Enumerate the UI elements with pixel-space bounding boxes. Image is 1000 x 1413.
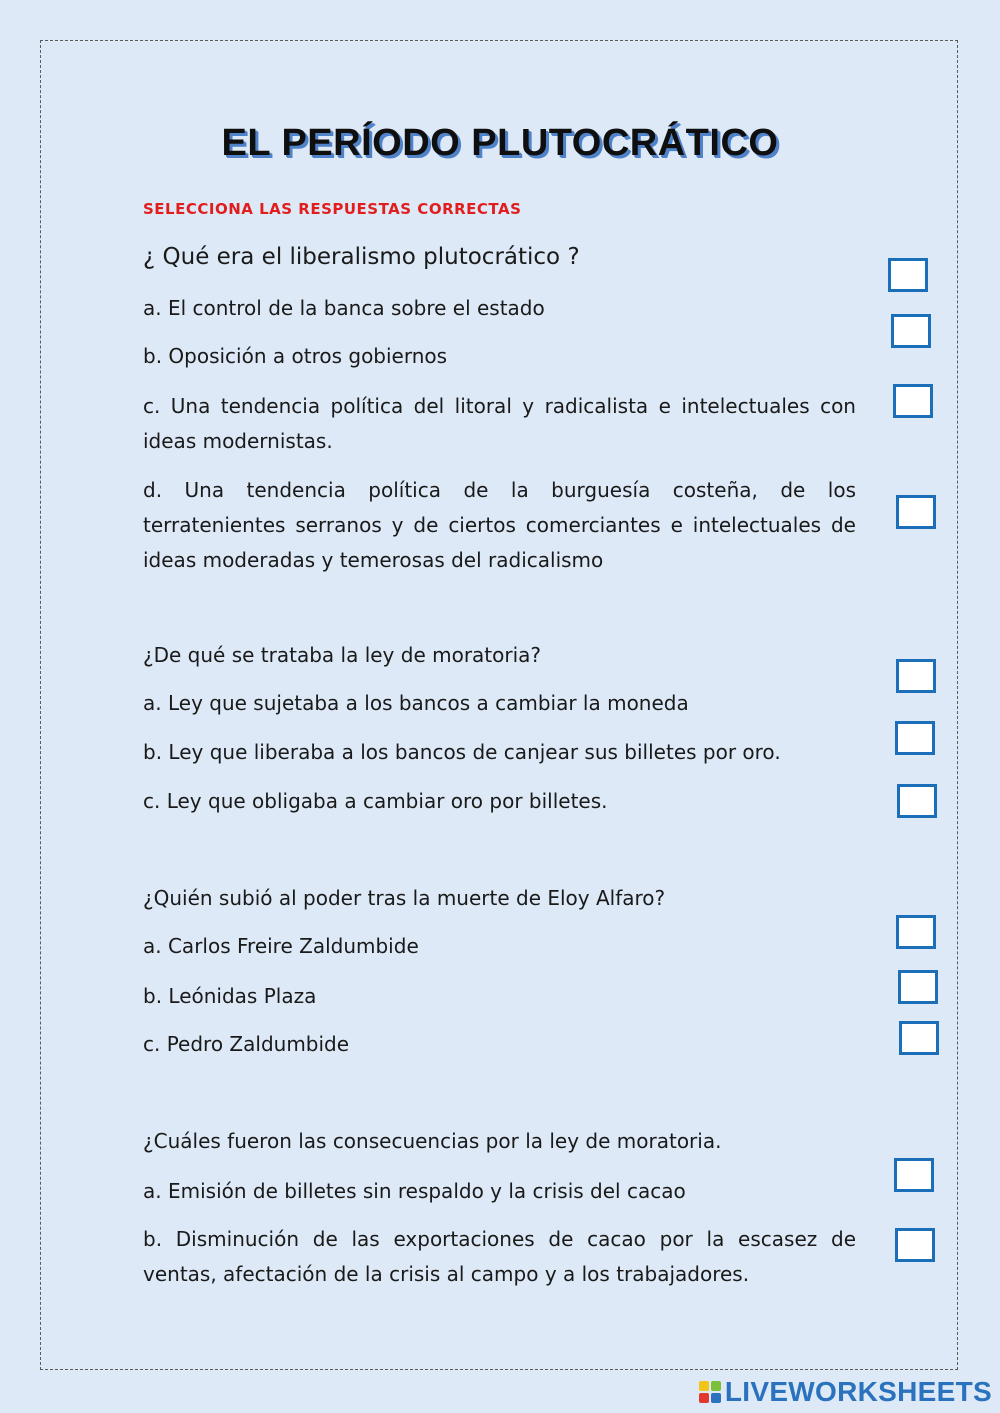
- answer-checkbox[interactable]: [888, 258, 928, 292]
- q3-option-c: c. Pedro Zaldumbide: [143, 1032, 350, 1056]
- q1-option-d: d. Una tendencia política de la burguesía costeña, de los terratenientes serranos y de ciertos comerciantes e intelectuales de ideas moderadas y temerosas del radicalismo: [143, 478, 856, 572]
- brand-name: LIVEWORKSHEETS: [724, 1376, 992, 1407]
- q2-option-c: c. Ley que obligaba a cambiar oro por billetes.: [143, 789, 608, 813]
- q3-option-b: b. Leónidas Plaza: [143, 984, 317, 1008]
- instruction-text: SELECCIONA LAS RESPUESTAS CORRECTAS: [143, 200, 522, 218]
- q1-d-checkbox[interactable]: [896, 495, 936, 529]
- q4-a-checkbox[interactable]: [894, 1158, 934, 1192]
- question-2: ¿De qué se trataba la ley de moratoria?: [143, 643, 542, 667]
- q1-option-a: a. El control de la banca sobre el estado: [143, 296, 545, 320]
- q4-b-checkbox[interactable]: [895, 1228, 935, 1262]
- q3-option-a: a. Carlos Freire Zaldumbide: [143, 934, 419, 958]
- q2-option-a: a. Ley que sujetaba a los bancos a cambiar la moneda: [143, 691, 689, 715]
- q1-b-checkbox[interactable]: [893, 384, 933, 418]
- q1-option-c: c. Una tendencia política del litoral y radicalista e intelectuales con ideas modernistas.: [143, 394, 856, 453]
- q4-option-b: b. Disminución de las exportaciones de cacao por la escasez de ventas, afectación de la crisis al campo y a los trabajadores.: [143, 1227, 856, 1286]
- q1-option-b: b. Oposición a otros gobiernos: [143, 344, 448, 368]
- q3-c-checkbox[interactable]: [899, 1021, 939, 1055]
- q4-option-a: a. Emisión de billetes sin respaldo y la crisis del cacao: [143, 1179, 686, 1203]
- page-title: EL PERÍODO PLUTOCRÁTICO: [221, 122, 779, 164]
- q2-c-checkbox[interactable]: [897, 784, 937, 818]
- liveworksheets-logo: [699, 1376, 992, 1408]
- logo-squares-icon: [699, 1381, 721, 1403]
- question-4: ¿Cuáles fueron las consecuencias por la ley de moratoria.: [143, 1129, 722, 1153]
- question-3: ¿Quién subió al poder tras la muerte de Eloy Alfaro?: [143, 886, 666, 910]
- question-1: ¿ Qué era el liberalismo plutocrático ?: [143, 244, 580, 270]
- q2-a-checkbox[interactable]: [896, 659, 936, 693]
- q3-b-checkbox[interactable]: [898, 970, 938, 1004]
- q2-b-checkbox[interactable]: [895, 721, 935, 755]
- q2-option-b: b. Ley que liberaba a los bancos de canjear sus billetes por oro.: [143, 740, 781, 764]
- q3-a-checkbox[interactable]: [896, 915, 936, 949]
- q1-a-checkbox[interactable]: [891, 314, 931, 348]
